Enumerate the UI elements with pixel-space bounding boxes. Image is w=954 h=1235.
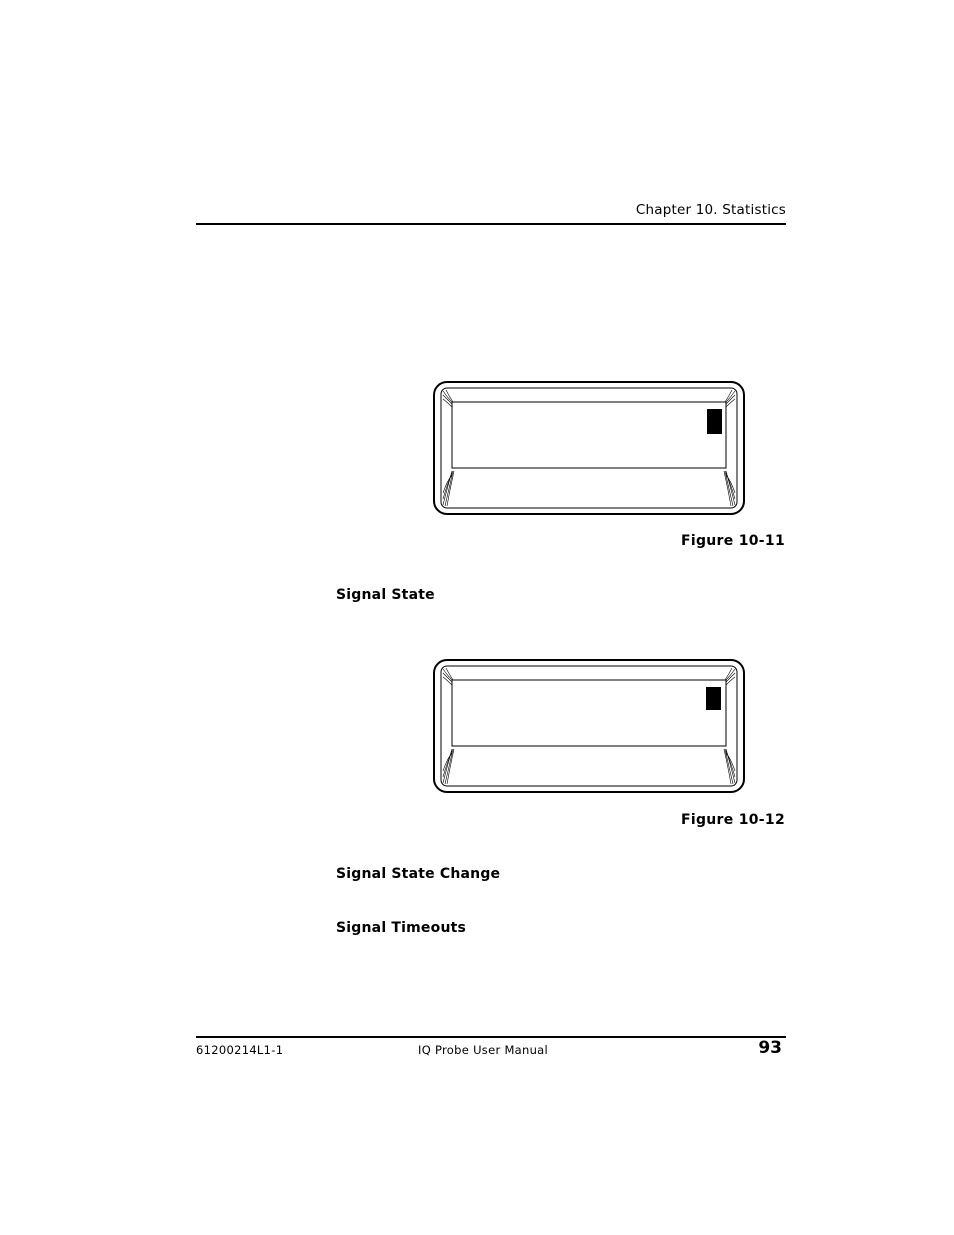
lcd-display-figure-10-12 [433, 659, 745, 793]
section-heading-signal-state-change: Signal State Change [336, 866, 501, 882]
header-rule [196, 223, 786, 225]
lcd-cursor-block [707, 409, 722, 434]
manual-title: IQ Probe User Manual [418, 1043, 549, 1057]
figure-caption: Figure 10-12 [681, 812, 785, 828]
document-number: 61200214L1-1 [196, 1043, 284, 1057]
running-head: Chapter 10. Statistics [635, 202, 786, 218]
lcd-cursor-block [706, 687, 721, 710]
lcd-display-figure-10-11 [433, 381, 745, 515]
figure-caption: Figure 10-11 [681, 533, 785, 549]
footer-rule [196, 1036, 786, 1038]
page-number: 93 [758, 1038, 782, 1058]
section-heading-signal-state: Signal State [336, 587, 435, 603]
section-heading-signal-timeouts: Signal Timeouts [336, 920, 467, 936]
